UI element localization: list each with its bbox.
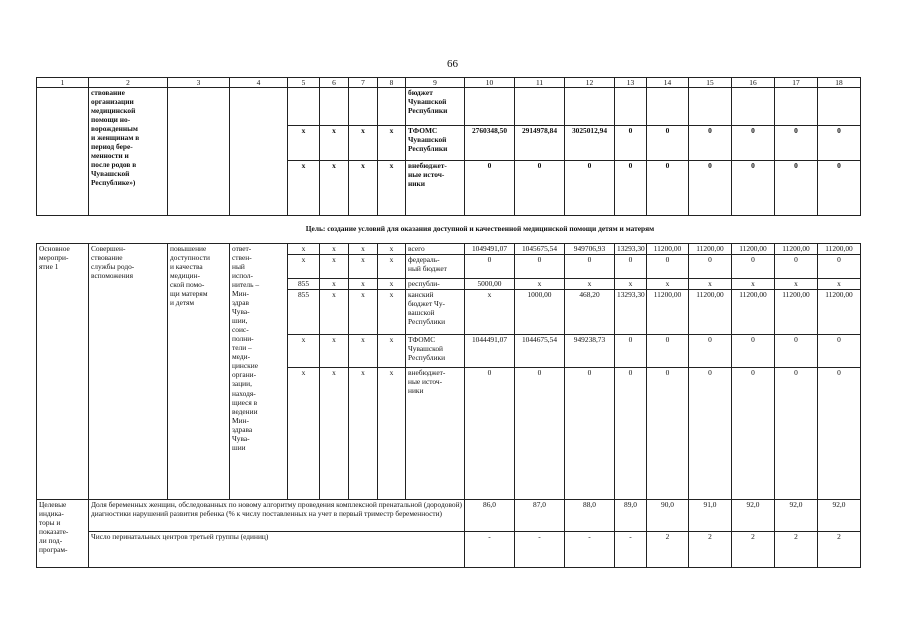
value-cell: 13293,30 xyxy=(615,244,647,255)
column-number-2: 2 xyxy=(89,78,168,88)
column-number-14: 14 xyxy=(647,78,689,88)
funding-source: бюджет Чувашской Республики xyxy=(406,88,465,126)
value-cell: 0 xyxy=(565,255,615,279)
value-cell: 2 xyxy=(775,532,818,568)
code-cell: 855 xyxy=(288,279,320,290)
value-cell: 11200,00 xyxy=(689,244,732,255)
page-number: 66 xyxy=(447,58,458,70)
indicator-text: Число перинатальных центров третьей группы (единиц) xyxy=(89,532,465,568)
value-cell: 0 xyxy=(515,255,565,279)
value-cell: 0 xyxy=(515,368,565,500)
empty-cell xyxy=(230,88,288,216)
column-numbers-row xyxy=(37,78,861,88)
column-number-16: 16 xyxy=(732,78,775,88)
value-cell: 86,0 xyxy=(465,500,515,532)
value-cell xyxy=(689,88,732,126)
code-cell: x xyxy=(288,255,320,279)
value-cell: 468,20 xyxy=(565,290,615,335)
code-cell: x xyxy=(349,290,378,335)
value-cell: 0 xyxy=(775,126,818,161)
code-cell: x xyxy=(378,126,406,161)
value-cell xyxy=(465,88,515,126)
value-cell: 0 xyxy=(818,255,861,279)
value-cell: 11200,00 xyxy=(647,244,689,255)
column-number-15: 15 xyxy=(689,78,732,88)
code-cell: x xyxy=(288,335,320,368)
value-cell: 11200,00 xyxy=(818,244,861,255)
value-cell: 0 xyxy=(515,161,565,216)
value-cell: 2 xyxy=(818,532,861,568)
code-cell: x xyxy=(320,279,349,290)
value-cell: 0 xyxy=(775,161,818,216)
column-number-7: 7 xyxy=(349,78,378,88)
value-cell: 0 xyxy=(818,335,861,368)
value-cell: 0 xyxy=(689,255,732,279)
activity-goal: повышение доступности и качества медицин- ской помо- щи матерям и детям xyxy=(168,244,230,500)
value-cell: 11200,00 xyxy=(732,290,775,335)
funding-source: федераль- ный бюджет xyxy=(406,255,465,279)
value-cell: 0 xyxy=(732,161,775,216)
value-cell: x xyxy=(647,279,689,290)
value-cell: x xyxy=(615,279,647,290)
value-cell: - xyxy=(615,532,647,568)
column-number-18: 18 xyxy=(818,78,861,88)
code-cell: x xyxy=(349,244,378,255)
value-cell: - xyxy=(515,532,565,568)
value-cell: 2 xyxy=(647,532,689,568)
code-cell: x xyxy=(349,368,378,500)
value-cell: 11200,00 xyxy=(818,290,861,335)
value-cell: 92,0 xyxy=(732,500,775,532)
value-cell: 0 xyxy=(689,126,732,161)
column-number-1: 1 xyxy=(37,78,89,88)
funding-source: всего xyxy=(406,244,465,255)
value-cell: 0 xyxy=(615,161,647,216)
value-cell: x xyxy=(465,290,515,335)
value-cell: 0 xyxy=(647,368,689,500)
value-cell: 0 xyxy=(465,161,515,216)
value-cell: - xyxy=(465,532,515,568)
value-cell: x xyxy=(775,279,818,290)
value-cell: 0 xyxy=(615,335,647,368)
code-cell: x xyxy=(349,279,378,290)
code-cell: x xyxy=(378,244,406,255)
value-cell xyxy=(818,88,861,126)
value-cell: 0 xyxy=(732,335,775,368)
value-cell: 11200,00 xyxy=(689,290,732,335)
value-cell: x xyxy=(515,279,565,290)
code-cell: x xyxy=(349,255,378,279)
value-cell: 0 xyxy=(775,335,818,368)
column-number-17: 17 xyxy=(775,78,818,88)
column-number-9: 9 xyxy=(406,78,465,88)
activity-executor: ответ- ствен- ный испол- нитель – Мин- здрав Чува- шии, соис- полни- тели – меди- цинские органи- зации, находя- щиеся в ведении Мин- здрава Чува- шии xyxy=(230,244,288,500)
value-cell: 0 xyxy=(775,255,818,279)
funding-source: ТФОМС Чувашской Республики xyxy=(406,335,465,368)
value-cell: 0 xyxy=(647,126,689,161)
code-cell: x xyxy=(349,161,378,216)
value-cell: 0 xyxy=(465,368,515,500)
code-cell: x xyxy=(378,279,406,290)
value-cell: 2 xyxy=(732,532,775,568)
value-cell: 11200,00 xyxy=(775,244,818,255)
value-cell: 5000,00 xyxy=(465,279,515,290)
code-cell: x xyxy=(320,161,349,216)
funding-source: внебюджет- ные источ- ники xyxy=(406,161,465,216)
value-cell: 949706,93 xyxy=(565,244,615,255)
code-cell xyxy=(349,88,378,126)
value-cell: 0 xyxy=(615,126,647,161)
value-cell: 0 xyxy=(465,255,515,279)
code-cell: x xyxy=(320,290,349,335)
value-cell: 88,0 xyxy=(565,500,615,532)
code-cell xyxy=(378,88,406,126)
column-number-11: 11 xyxy=(515,78,565,88)
value-cell: 0 xyxy=(647,161,689,216)
value-cell: 1049491,07 xyxy=(465,244,515,255)
code-cell: x xyxy=(378,335,406,368)
indicators-label: Целевые индика- торы и показате- ли под- програм- xyxy=(37,500,89,568)
code-cell xyxy=(288,88,320,126)
column-number-4: 4 xyxy=(230,78,288,88)
funding-source: внебюджет- ные источ- ники xyxy=(406,368,465,500)
value-cell: 0 xyxy=(615,368,647,500)
code-cell: x xyxy=(320,126,349,161)
column-number-10: 10 xyxy=(465,78,515,88)
value-cell xyxy=(515,88,565,126)
empty-cell xyxy=(37,88,89,216)
code-cell: x xyxy=(349,335,378,368)
funding-source: канский бюджет Чу- вашской Республики xyxy=(406,290,465,335)
value-cell xyxy=(732,88,775,126)
value-cell: 0 xyxy=(732,368,775,500)
value-cell xyxy=(565,88,615,126)
value-cell: 0 xyxy=(818,126,861,161)
value-cell: 13293,30 xyxy=(615,290,647,335)
value-cell: 1000,00 xyxy=(515,290,565,335)
code-cell: x xyxy=(320,368,349,500)
value-cell: 11200,00 xyxy=(775,290,818,335)
code-cell: x xyxy=(349,126,378,161)
value-cell: 0 xyxy=(615,255,647,279)
value-cell: x xyxy=(818,279,861,290)
value-cell: 0 xyxy=(775,368,818,500)
empty-cell xyxy=(168,88,230,216)
value-cell: 0 xyxy=(565,368,615,500)
column-number-8: 8 xyxy=(378,78,406,88)
code-cell: x xyxy=(378,255,406,279)
code-cell xyxy=(320,88,349,126)
value-cell: 0 xyxy=(818,368,861,500)
value-cell xyxy=(647,88,689,126)
value-cell: 90,0 xyxy=(647,500,689,532)
activity-type: Основное меропри- ятие 1 xyxy=(37,244,89,500)
value-cell: 0 xyxy=(818,161,861,216)
section-goal-heading: Цель: создание условий для оказания доступной и качественной медицинской помощи детям и матерям xyxy=(305,224,655,233)
value-cell: 2 xyxy=(689,532,732,568)
column-number-5: 5 xyxy=(288,78,320,88)
value-cell: 89,0 xyxy=(615,500,647,532)
value-cell: 1044675,54 xyxy=(515,335,565,368)
activity-name: Совершен- ствование службы родо- вспоможения xyxy=(89,244,168,500)
value-cell: 0 xyxy=(689,335,732,368)
code-cell: x xyxy=(288,126,320,161)
column-number-3: 3 xyxy=(168,78,230,88)
value-cell: 2914978,84 xyxy=(515,126,565,161)
value-cell: 1045675,54 xyxy=(515,244,565,255)
main-activity-table xyxy=(36,243,861,568)
value-cell: 0 xyxy=(565,161,615,216)
code-cell: x xyxy=(320,244,349,255)
value-cell: 91,0 xyxy=(689,500,732,532)
value-cell: - xyxy=(565,532,615,568)
value-cell xyxy=(615,88,647,126)
value-cell: 92,0 xyxy=(775,500,818,532)
value-cell: 0 xyxy=(732,126,775,161)
program-name-continued: ствование организации медицинской помощи но- ворожденным и женщинам в период бере- менности и после родов в Чувашской Республике») xyxy=(89,88,168,216)
code-cell: x xyxy=(288,244,320,255)
value-cell: 0 xyxy=(732,255,775,279)
value-cell: x xyxy=(732,279,775,290)
column-number-12: 12 xyxy=(565,78,615,88)
code-cell: x xyxy=(378,290,406,335)
value-cell: 0 xyxy=(647,255,689,279)
code-cell: x xyxy=(320,335,349,368)
column-number-6: 6 xyxy=(320,78,349,88)
code-cell: x xyxy=(378,161,406,216)
value-cell: 11200,00 xyxy=(647,290,689,335)
continuation-table xyxy=(36,77,861,216)
code-cell: x xyxy=(288,161,320,216)
value-cell: 92,0 xyxy=(818,500,861,532)
code-cell: 855 xyxy=(288,290,320,335)
value-cell: 0 xyxy=(689,161,732,216)
indicator-text: Доля беременных женщин, обследованных по новому алгоритму проведения комплексной пренатальной (дородовой) диагностики нарушений развития ребенка (% к числу поставленных на учет в первый триместр беременности) xyxy=(89,500,465,532)
value-cell: 11200,00 xyxy=(732,244,775,255)
value-cell: 3025012,94 xyxy=(565,126,615,161)
value-cell: 0 xyxy=(647,335,689,368)
value-cell: 949238,73 xyxy=(565,335,615,368)
code-cell: x xyxy=(288,368,320,500)
value-cell xyxy=(775,88,818,126)
code-cell: x xyxy=(320,255,349,279)
column-number-13: 13 xyxy=(615,78,647,88)
value-cell: 2760348,50 xyxy=(465,126,515,161)
value-cell: 87,0 xyxy=(515,500,565,532)
value-cell: 0 xyxy=(689,368,732,500)
value-cell: 1044491,07 xyxy=(465,335,515,368)
funding-source: ТФОМС Чувашской Республики xyxy=(406,126,465,161)
value-cell: x xyxy=(689,279,732,290)
code-cell: x xyxy=(378,368,406,500)
value-cell: x xyxy=(565,279,615,290)
funding-source: республи- xyxy=(406,279,465,290)
